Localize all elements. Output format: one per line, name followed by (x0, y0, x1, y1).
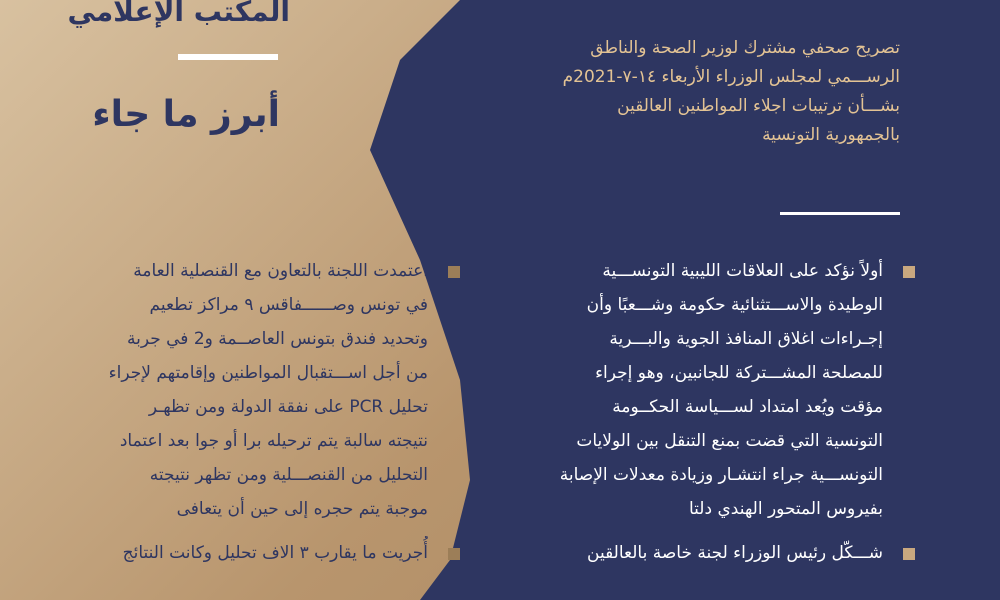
statement-line: تصريح صحفي مشترك لوزير الصحة والناطق (590, 38, 900, 58)
square-bullet-icon (903, 548, 915, 560)
paragraph-line: وتحديد فندق بتونس العاصــمة و2 في جربة (126, 329, 428, 349)
paragraph-line: بفيروس المتحور الهندي دلتا (689, 499, 883, 519)
paragraph-first-point (510, 254, 915, 526)
square-bullet-icon (448, 266, 460, 278)
paragraph-line: نتيجته سالبة يتم ترحيله برا أو جوا بعد اعتماد (119, 431, 428, 451)
paragraph-tests (60, 536, 460, 570)
left-column (60, 254, 460, 570)
paragraph-line: موجبة يتم حجره إلى حين أن يتعافى (176, 499, 428, 519)
square-bullet-icon (903, 266, 915, 278)
paragraph-committee (510, 536, 915, 570)
paragraph-line: من أجل اســـتقبال المواطنين وإقامتهم لإجراء (108, 363, 428, 383)
paragraph-line: أُجريت ما يقارب ٣ الاف تحليل وكانت النتائج (122, 543, 428, 563)
paragraph-line: شـــكّل رئيس الوزراء لجنة خاصة بالعالقين (587, 543, 883, 563)
statement-line: الرســـمي لمجلس الوزراء الأربعاء ١٤-٧-2021م (562, 67, 900, 87)
paragraph-vaccination-centers (60, 254, 460, 526)
paragraph-line: التحليل من القنصـــلية ومن تظهر نتيجته (149, 465, 428, 485)
headline: أبرز ما جاء (92, 94, 280, 135)
paragraph-line: التونســـية جراء انتشـار وزيادة معدلات الإصابة (559, 465, 883, 485)
paragraph-line: التونسية التي قضت بمنع التنقل بين الولايات (576, 431, 883, 451)
paragraph-line: أولاً نؤكد على العلاقات الليبية التونســـية (602, 261, 883, 281)
press-statement-title (500, 34, 900, 150)
statement-line: بشـــأن ترتيبات اجلاء المواطنين العالقين (617, 96, 900, 116)
paragraph-line: للمصلحة المشـــتركة للجانبين، وهو إجراء (595, 363, 883, 383)
right-column (510, 254, 915, 570)
header-divider (178, 54, 278, 60)
square-bullet-icon (448, 548, 460, 560)
paragraph-line: في تونس وصــــــفاقس ٩ مراكز تطعيم (149, 295, 428, 315)
paragraph-line: إجـراءات اغلاق المنافذ الجوية والبـــرية (609, 329, 883, 349)
paragraph-line: تحليل PCR على نفقة الدولة ومن تظهـر (148, 397, 428, 417)
statement-line: بالجمهورية التونسية (762, 125, 900, 145)
statement-divider (780, 212, 900, 215)
media-office-title: المكتب الإعلامي (67, 0, 290, 28)
paragraph-line: الوطيدة والاســـتثنائية حكومة وشـــعبًا وأن (586, 295, 883, 315)
paragraph-line: مؤقت ويُعد امتداد لســـياسة الحكــومة (612, 397, 883, 417)
paragraph-line: اعتمدت اللجنة بالتعاون مع القنصلية العامة (133, 261, 428, 281)
